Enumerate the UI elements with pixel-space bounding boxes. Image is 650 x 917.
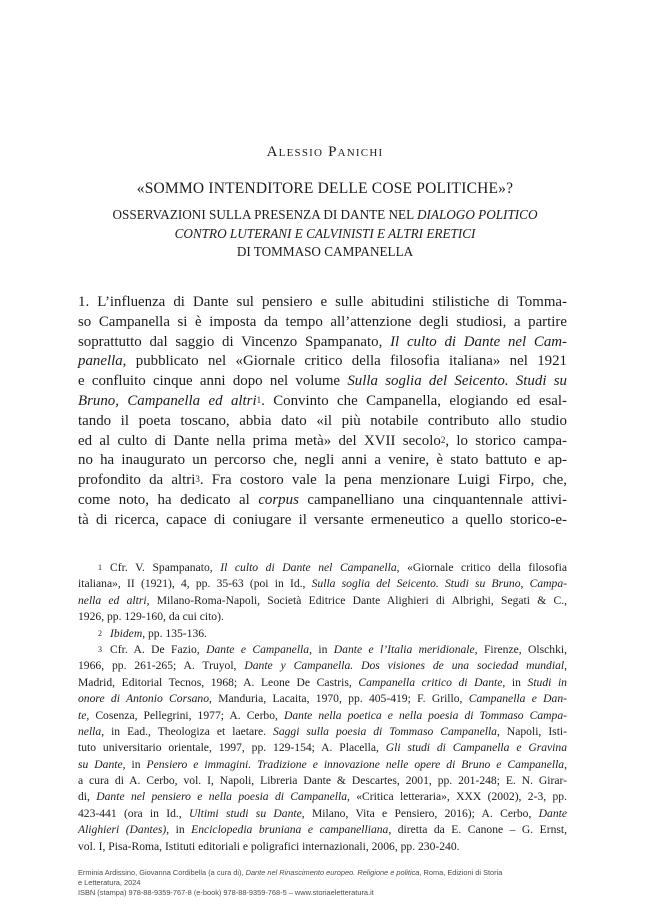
subtitle-line: DI TOMMASO CAMPANELLA [236,244,414,259]
body-paragraph [78,293,567,531]
footnote-line: $^1$ Cfr. V. Spampanato, Il culto di Dante nel Campanella, «Giornale critico della filosofia [98,561,567,574]
footnote-line: 1926, pp. 129-160, da cui cito). [78,610,224,624]
body-line: tando il poeta toscano, abbia dato «il più notabile contributo allo studio [78,412,567,429]
subtitle-line: OSSERVAZIONI SULLA PRESENZA DI DANTE NEL DIALOGO POLITICO [112,207,538,222]
body-line: come noto, ha dedicato al corpus campanelliano una cinquantennale attivi- [78,491,567,508]
footnote-line: $^3$ Cfr. A. De Fazio, Dante e Campanella, in Dante e l’Italia meridionale, Firenze, Olschki, [98,642,567,656]
footnote-line: 423-441 (ora in Id., Ultimi studi su Dante, Milano, Vita e Pensiero, 2016); A. Cerbo, Dante [78,806,568,820]
footer-line: Erminia Ardissino, Giovanna Cordibella (a cura di), Dante nel Rinascimento europeo. Religione e politica, Roma, Edizioni di Storia [78,868,503,877]
footnote-number: 2 [98,628,102,638]
footnote-number: 1 [98,563,102,572]
body-line: ed al culto di Dante nella prima metà» del XVII secolo$^2$, lo storico campa- [78,432,567,449]
body-line: Bruno, Campanella ed altri$^1$. Convinto che Campanella, elogiando ed esal- [78,392,567,409]
body-line: no ha inaugurato un percorso che, negli anni a venire, è stato battuto e ap- [78,452,567,469]
footnote-ref[interactable]: 2 [440,434,446,445]
footnote-line: $^2$ Ibidem, pp. 135-136. [98,626,207,640]
footnote-line: onore di Antonio Corsano, Manduria, Lacaita, 1970, pp. 405-419; F. Grillo, Campanella e Dan- [78,692,568,706]
footnote-ref[interactable]: 3 [195,474,200,485]
footnote-line: italiana», II (1921), 4, pp. 35-63 (poi in Id., Sulla soglia del Seicento. Studi su Bruno, Campa- [78,577,567,591]
body-line: panella, pubblicato nel «Giornale critico della filosofia italiana» nel 1921 [78,353,567,370]
footnote-line: te, Cosenza, Pellegrini, 1977; A. Cerbo, Dante nella poetica e nella poesia di Tommaso Campa- [78,708,567,722]
footnote-number: 3 [98,644,102,654]
body-line: profondito da altri$^3$. Fra costoro vale la pena menzionare Luigi Firpo, che, [78,472,567,489]
body-line: 1. L’influenza di Dante sul pensiero e sulle abitudini stilistiche di Tomma- [78,294,567,310]
footnote-line: nella, in Ead., Theologiza et laetare. Saggi sulla poesia di Tommaso Campanella, Napoli, Isti- [78,724,567,738]
body-line: soprattutto dal saggio di Vincenzo Spampanato, Il culto di Dante nel Cam- [78,333,567,350]
footnote-line: nella ed altri, Milano-Roma-Napoli, Società Editrice Dante Alighieri di Albrighi, Segati & C., [78,593,567,607]
publication-footer [78,868,578,898]
body-line: so Campanella si è imposta da tempo all’attenzione degli studiosi, a partire [78,313,567,330]
footnotes [78,560,567,855]
footnote-line: su Dante, in Pensiero e immagini. Tradizione e innovazione nelle opere di Bruno e Campanella, [78,757,567,771]
body-line: tà di ricerca, capace di coniugare il versante ermeneutico a quello storico-e- [78,511,567,528]
footnote-line: Madrid, Editorial Tecnos, 1968; A. Leone De Castris, Campanella critico di Dante, in Studi in [78,675,567,689]
chapter-subtitle [60,206,590,262]
footnote-line: Alighieri (Dantes), in Enciclopedia bruniana e campanelliana, diretta da E. Canone – G. Ernst, [78,823,568,837]
footnote-line: tuto universitario orientale, 1997, pp. 129-154; A. Placella, Gli studi di Campanella e Gravina [78,741,567,755]
footnote-line: vol. I, Pisa-Roma, Istituti editoriali e poligrafici internazionali, 2006, pp. 230-240. [78,839,460,853]
body-line: e confluito cinque anni dopo nel volume Sulla soglia del Seicento. Studi su [78,373,567,390]
footnote-ref[interactable]: 1 [256,394,262,405]
author-name: Alessio Panichi [266,144,384,160]
footnote-line: a cura di A. Cerbo, vol. I, Napoli, Libreria Dante & Descartes, 2001, pp. 201-248; E. N. Girar- [78,774,567,788]
footer-line: e Letteratura, 2024 [78,878,141,887]
footnote-line: 1966, pp. 261-265; A. Truyol, Dante y Campanella. Dos visiones de una sociedad mundial, [78,659,568,673]
footer-isbn[interactable]: ISBN (stampa) 978-88-9359-767-8 (e-book) 978-88-9359-768-5 – www.storiaeletteratura.it [78,888,374,897]
footnote-line: di, Dante nel pensiero e nella poesia di Campanella, «Critica letteraria», XXX (2002), 2-3, pp. [78,790,567,804]
subtitle-line: CONTRO LUTERANI E CALVINISTI E ALTRI ERETICI [174,225,476,241]
chapter-title: «SOMMO INTENDITORE DELLE COSE POLITICHE»? [136,180,514,197]
